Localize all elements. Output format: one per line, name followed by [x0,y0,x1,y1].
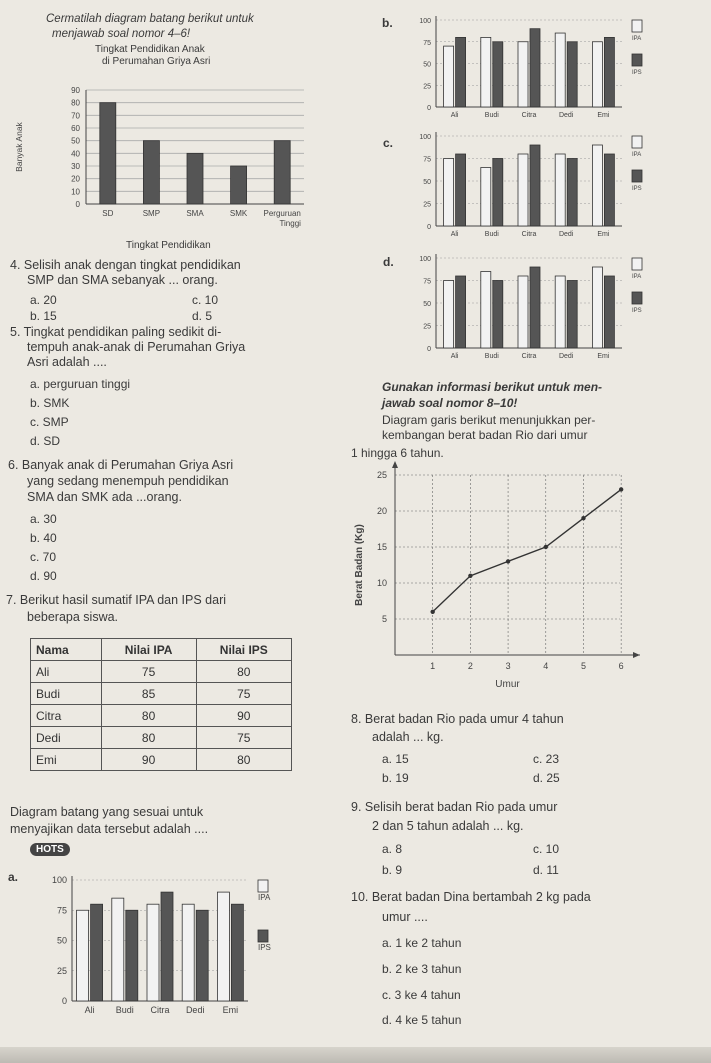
legend-swatch-ipa [632,136,642,148]
bar [143,141,159,204]
data-point [468,574,472,578]
x-tick-label: 5 [580,661,586,671]
chart1-xlabel: Tingkat Pendidikan [126,240,211,251]
scores-table [30,638,292,771]
q9-option-d[interactable]: d. 11 [533,863,559,877]
bar-ipa [592,145,602,226]
y-tick-label: 30 [71,162,80,171]
legend-swatch-ipa [632,20,642,32]
q4-line-1: 4. Selisih anak dengan tingkat pendidikan [10,258,241,272]
legend-label-ips: IPS [258,943,271,952]
y-tick-label: 90 [71,86,80,95]
y-tick-label: 10 [71,187,80,197]
x-tick-label: Emi [597,231,610,238]
table-header: Nilai IPS [196,639,291,661]
bar-ipa [555,154,565,226]
table-cell: 80 [196,749,291,771]
x-tick-label: Dedi [558,231,574,238]
y-tick-label: 5 [381,614,387,624]
bar-ips [456,37,466,107]
bar-ips [604,37,614,107]
bar-ips [493,159,503,227]
bar-ipa [555,33,565,107]
table-header-row [31,639,292,661]
y-axis-label: Banyak Anak [14,122,24,172]
q4-option-c[interactable]: c. 10 [192,293,219,307]
y-axis-label: Berat Badan (Kg) [354,524,365,606]
bar-ips [456,154,466,226]
bar [231,166,247,204]
bar-ipa [182,904,194,1001]
q6-line-2: yang sedang menempuh pendidikan [27,474,229,488]
table-cell: 80 [101,727,196,749]
bar-ipa [481,37,491,107]
x-tick-label: Dedi [558,112,574,119]
q10-option-b[interactable]: b. 2 ke 3 tahun [382,962,462,976]
q4-option-a[interactable]: a. 20 [30,293,57,307]
bar-ipa [444,46,454,107]
x-tick-label: 3 [505,661,511,671]
table-header: Nama [31,639,102,661]
y-tick-label: 25 [56,965,67,976]
y-tick-label: 0 [61,996,67,1006]
section-desc-3: 1 hingga 6 tahun. [351,446,444,460]
data-point [430,610,434,614]
y-tick-label: 75 [423,39,431,47]
q6-option-a[interactable]: a. 30 [30,512,57,526]
x-tick-label: Citra [521,353,537,360]
bar [274,141,290,204]
y-tick-label: 60 [71,124,80,133]
q5-option-a[interactable]: a. perguruan tinggi [30,377,131,391]
y-tick-label: 50 [423,179,431,186]
bar [100,103,116,204]
x-tick-label: 1 [430,661,436,671]
option-c-bar-chart[interactable] [400,128,665,246]
legend-swatch-ipa [258,880,268,892]
q9-line-1: 9. Selisih berat badan Rio pada umur [351,800,558,814]
x-tick-label: Citra [521,231,537,238]
legend-swatch-ips [632,292,642,304]
x-axis-label: Umur [495,679,520,690]
q8-option-a[interactable]: a. 15 [382,752,409,766]
y-tick-label: 70 [71,111,80,121]
y-tick-label: 0 [427,105,431,112]
chart1-title-2: di Perumahan Griya Asri [102,56,211,67]
bar-ipa [444,159,454,227]
table-row [31,705,292,727]
x-tick-label: Dedi [185,1005,205,1015]
option-d-label[interactable]: d. [383,255,394,269]
bar-ipa [518,154,528,226]
q8-option-c[interactable]: c. 23 [533,752,560,766]
data-point [544,545,548,549]
table-cell: Budi [31,683,102,705]
x-tick-label: Budi [484,353,499,360]
bar-ips [493,281,503,349]
x-tick-label: Citra [150,1005,170,1015]
q5-option-c[interactable]: c. SMP [30,415,69,429]
option-d-bar-chart[interactable] [400,250,665,368]
q7-prompt-line-2: menyajikan data tersebut adalah .... [10,822,209,836]
y-tick-label: 15 [376,542,387,552]
legend-label-ipa: IPA [632,274,642,280]
y-tick-label: 100 [51,875,67,885]
bar-ipa [77,910,89,1001]
legend-label-ipa: IPA [632,152,642,158]
table-row [31,749,292,771]
legend-swatch-ips [632,54,642,66]
y-tick-label: 100 [419,18,431,25]
bar-ipa [518,42,528,107]
y-axis-arrow [392,461,398,468]
bar-ips [126,910,138,1001]
q5-option-b[interactable]: b. SMK [30,396,70,410]
education-bar-chart [8,80,308,260]
legend-label-ipa: IPA [258,893,271,902]
x-tick-label: Budi [484,112,499,119]
section-desc-2: kembangan berat badan Rio dari umur [382,428,588,442]
option-a-bar-chart[interactable] [30,868,280,1028]
x-tick-label: SD [102,209,114,218]
legend-swatch-ips [632,170,642,182]
section-instruction-1: Gunakan informasi berikut untuk men- [382,380,603,394]
hots-badge: HOTS [30,843,70,856]
x-tick-label: Dedi [558,353,574,360]
bar-ips [456,276,466,348]
table-row [31,683,292,705]
table-cell: 85 [101,683,196,705]
bar-ips [91,904,103,1001]
q6-option-c[interactable]: c. 70 [30,550,57,564]
intro-line-1: Cermatilah diagram batang berikut untuk [46,13,254,25]
data-point [619,487,623,491]
x-tick-label: Ali [450,353,459,360]
q9-option-c[interactable]: c. 10 [533,842,560,856]
y-tick-label: 75 [423,278,431,286]
x-tick-label: Citra [521,112,537,119]
y-tick-label: 50 [423,301,431,308]
bar [187,153,203,204]
q8-line-1: 8. Berat badan Rio pada umur 4 tahun [351,712,564,726]
x-tick-label: 2 [467,661,473,671]
bar-ips [567,42,577,107]
q9-line-2: 2 dan 5 tahun adalah ... kg. [372,819,524,833]
bar-ipa [147,904,159,1001]
q6-line-1: 6. Banyak anak di Perumahan Griya Asri [8,458,234,472]
legend-label-ips: IPS [632,70,642,76]
y-tick-label: 25 [376,470,387,480]
q8-option-d[interactable]: d. 25 [533,771,560,785]
legend-swatch-ipa [632,258,642,270]
legend-swatch-ips [258,930,268,942]
y-tick-label: 0 [427,224,431,231]
x-tick-label: Ali [450,112,459,119]
q5-line-1: 5. Tingkat pendidikan paling sedikit di- [10,325,222,339]
bar-ipa [518,276,528,348]
table-cell: 90 [101,749,196,771]
weight-line [433,489,621,611]
bar-ipa [112,898,124,1001]
page-bottom-shadow [0,1047,711,1063]
table-cell: 75 [196,727,291,749]
bar-ipa [592,42,602,107]
bar-ips [530,145,540,226]
x-tick-label: Emi [597,112,610,119]
weight-line-chart [340,455,670,695]
y-tick-label: 0 [427,346,431,353]
bar-ipa [217,892,229,1001]
option-b-bar-chart[interactable] [400,12,665,127]
table-cell: 80 [101,705,196,727]
q9-option-b[interactable]: b. 9 [382,863,403,877]
section-instruction-2: jawab soal nomor 8–10! [382,396,518,410]
q8-line-2: adalah ... kg. [372,730,444,744]
q9-option-a[interactable]: a. 8 [382,842,403,856]
x-tick-label: SMK [229,209,248,218]
q7-prompt-line-1: Diagram batang yang sesuai untuk [10,805,204,819]
table-cell: Citra [31,705,102,727]
table-cell: 90 [196,705,291,727]
q7-line-1: 7. Berikut hasil sumatif IPA dan IPS dari [6,593,227,607]
y-tick-label: 10 [376,578,387,588]
legend-label-ips: IPS [632,186,642,192]
section-desc-1: Diagram garis berikut menunjukkan per- [382,413,596,427]
bar-ips [493,42,503,107]
bar-ipa [481,168,491,227]
y-tick-label: 50 [71,136,80,146]
table-cell: Emi [31,749,102,771]
bar-ipa [555,276,565,348]
bar-ips [161,892,173,1001]
legend-label-ipa: IPA [632,36,642,42]
x-tick-label: 4 [543,661,549,671]
bar-ips [567,281,577,349]
q4-line-2: SMP dan SMA sebanyak ... orang. [27,273,218,287]
q10-line-2: umur .... [382,910,428,924]
table-header: Nilai IPA [101,639,196,661]
x-tick-label: Emi [597,353,610,360]
y-tick-label: 100 [419,256,431,263]
q6-line-3: SMA dan SMK ada ...orang. [27,490,182,504]
table-row [31,727,292,749]
table-cell: Dedi [31,727,102,749]
q6-option-d[interactable]: d. 90 [30,569,57,583]
bar-ips [530,267,540,348]
y-tick-label: 100 [419,134,431,141]
q10-option-a[interactable]: a. 1 ke 2 tahun [382,936,462,950]
x-tick-label: 6 [618,661,624,671]
x-tick-label: Budi [484,231,499,238]
option-b-label[interactable]: b. [382,16,393,30]
q10-option-d[interactable]: d. 4 ke 5 tahun [382,1013,462,1027]
q8-option-b[interactable]: b. 19 [382,771,409,785]
intro-line-2: menjawab soal nomor 4–6! [52,28,191,40]
x-tick-label: SMP [142,209,161,218]
option-c-label[interactable]: c. [383,136,394,150]
x-tick-label: Tinggi [279,219,301,228]
table-cell: Ali [31,661,102,683]
q4-option-d[interactable]: d. 5 [192,309,213,323]
y-tick-label: 25 [423,201,431,209]
table-cell: 75 [196,683,291,705]
bar-ips [530,29,540,107]
option-a-label[interactable]: a. [8,870,19,884]
q6-option-b[interactable]: b. 40 [30,531,57,545]
q5-line-2: tempuh anak-anak di Perumahan Griya [27,340,246,354]
legend-label-ips: IPS [632,308,642,314]
x-tick-label: Perguruan [263,209,301,218]
q4-option-b[interactable]: b. 15 [30,309,57,323]
x-tick-label: SMA [186,209,204,218]
data-point [581,516,585,520]
table-cell: 75 [101,661,196,683]
bar-ips [604,276,614,348]
bar-ipa [444,281,454,349]
q10-line-1: 10. Berat badan Dina bertambah 2 kg pada [351,890,591,904]
bar-ips [196,910,208,1001]
bar-ips [231,904,243,1001]
q7-line-2: beberapa siswa. [27,610,119,624]
x-tick-label: Budi [115,1005,134,1015]
x-tick-label: Emi [222,1005,239,1015]
table-cell: 80 [196,661,291,683]
y-tick-label: 25 [423,323,431,331]
x-tick-label: Ali [84,1005,95,1015]
x-tick-label: Ali [450,231,459,238]
y-tick-label: 50 [56,935,67,946]
chart1-title-1: Tingkat Pendidikan Anak [95,44,205,55]
y-tick-label: 75 [56,905,67,916]
data-point [506,559,510,563]
bar-ips [567,159,577,227]
bar-ips [604,154,614,226]
y-tick-label: 25 [423,83,431,91]
y-tick-label: 20 [376,506,387,516]
q5-line-3: Asri adalah .... [27,355,107,369]
y-tick-label: 75 [423,156,431,164]
bar-ipa [592,267,602,348]
y-tick-label: 20 [71,174,80,184]
x-axis-arrow [633,652,640,658]
q5-option-d[interactable]: d. SD [30,434,61,448]
bar-ipa [481,272,491,349]
y-tick-label: 0 [75,200,80,209]
y-tick-label: 40 [71,149,80,159]
table-row [31,661,292,683]
y-tick-label: 50 [423,61,431,69]
y-tick-label: 80 [71,98,80,108]
q10-option-c[interactable]: c. 3 ke 4 tahun [382,988,461,1002]
